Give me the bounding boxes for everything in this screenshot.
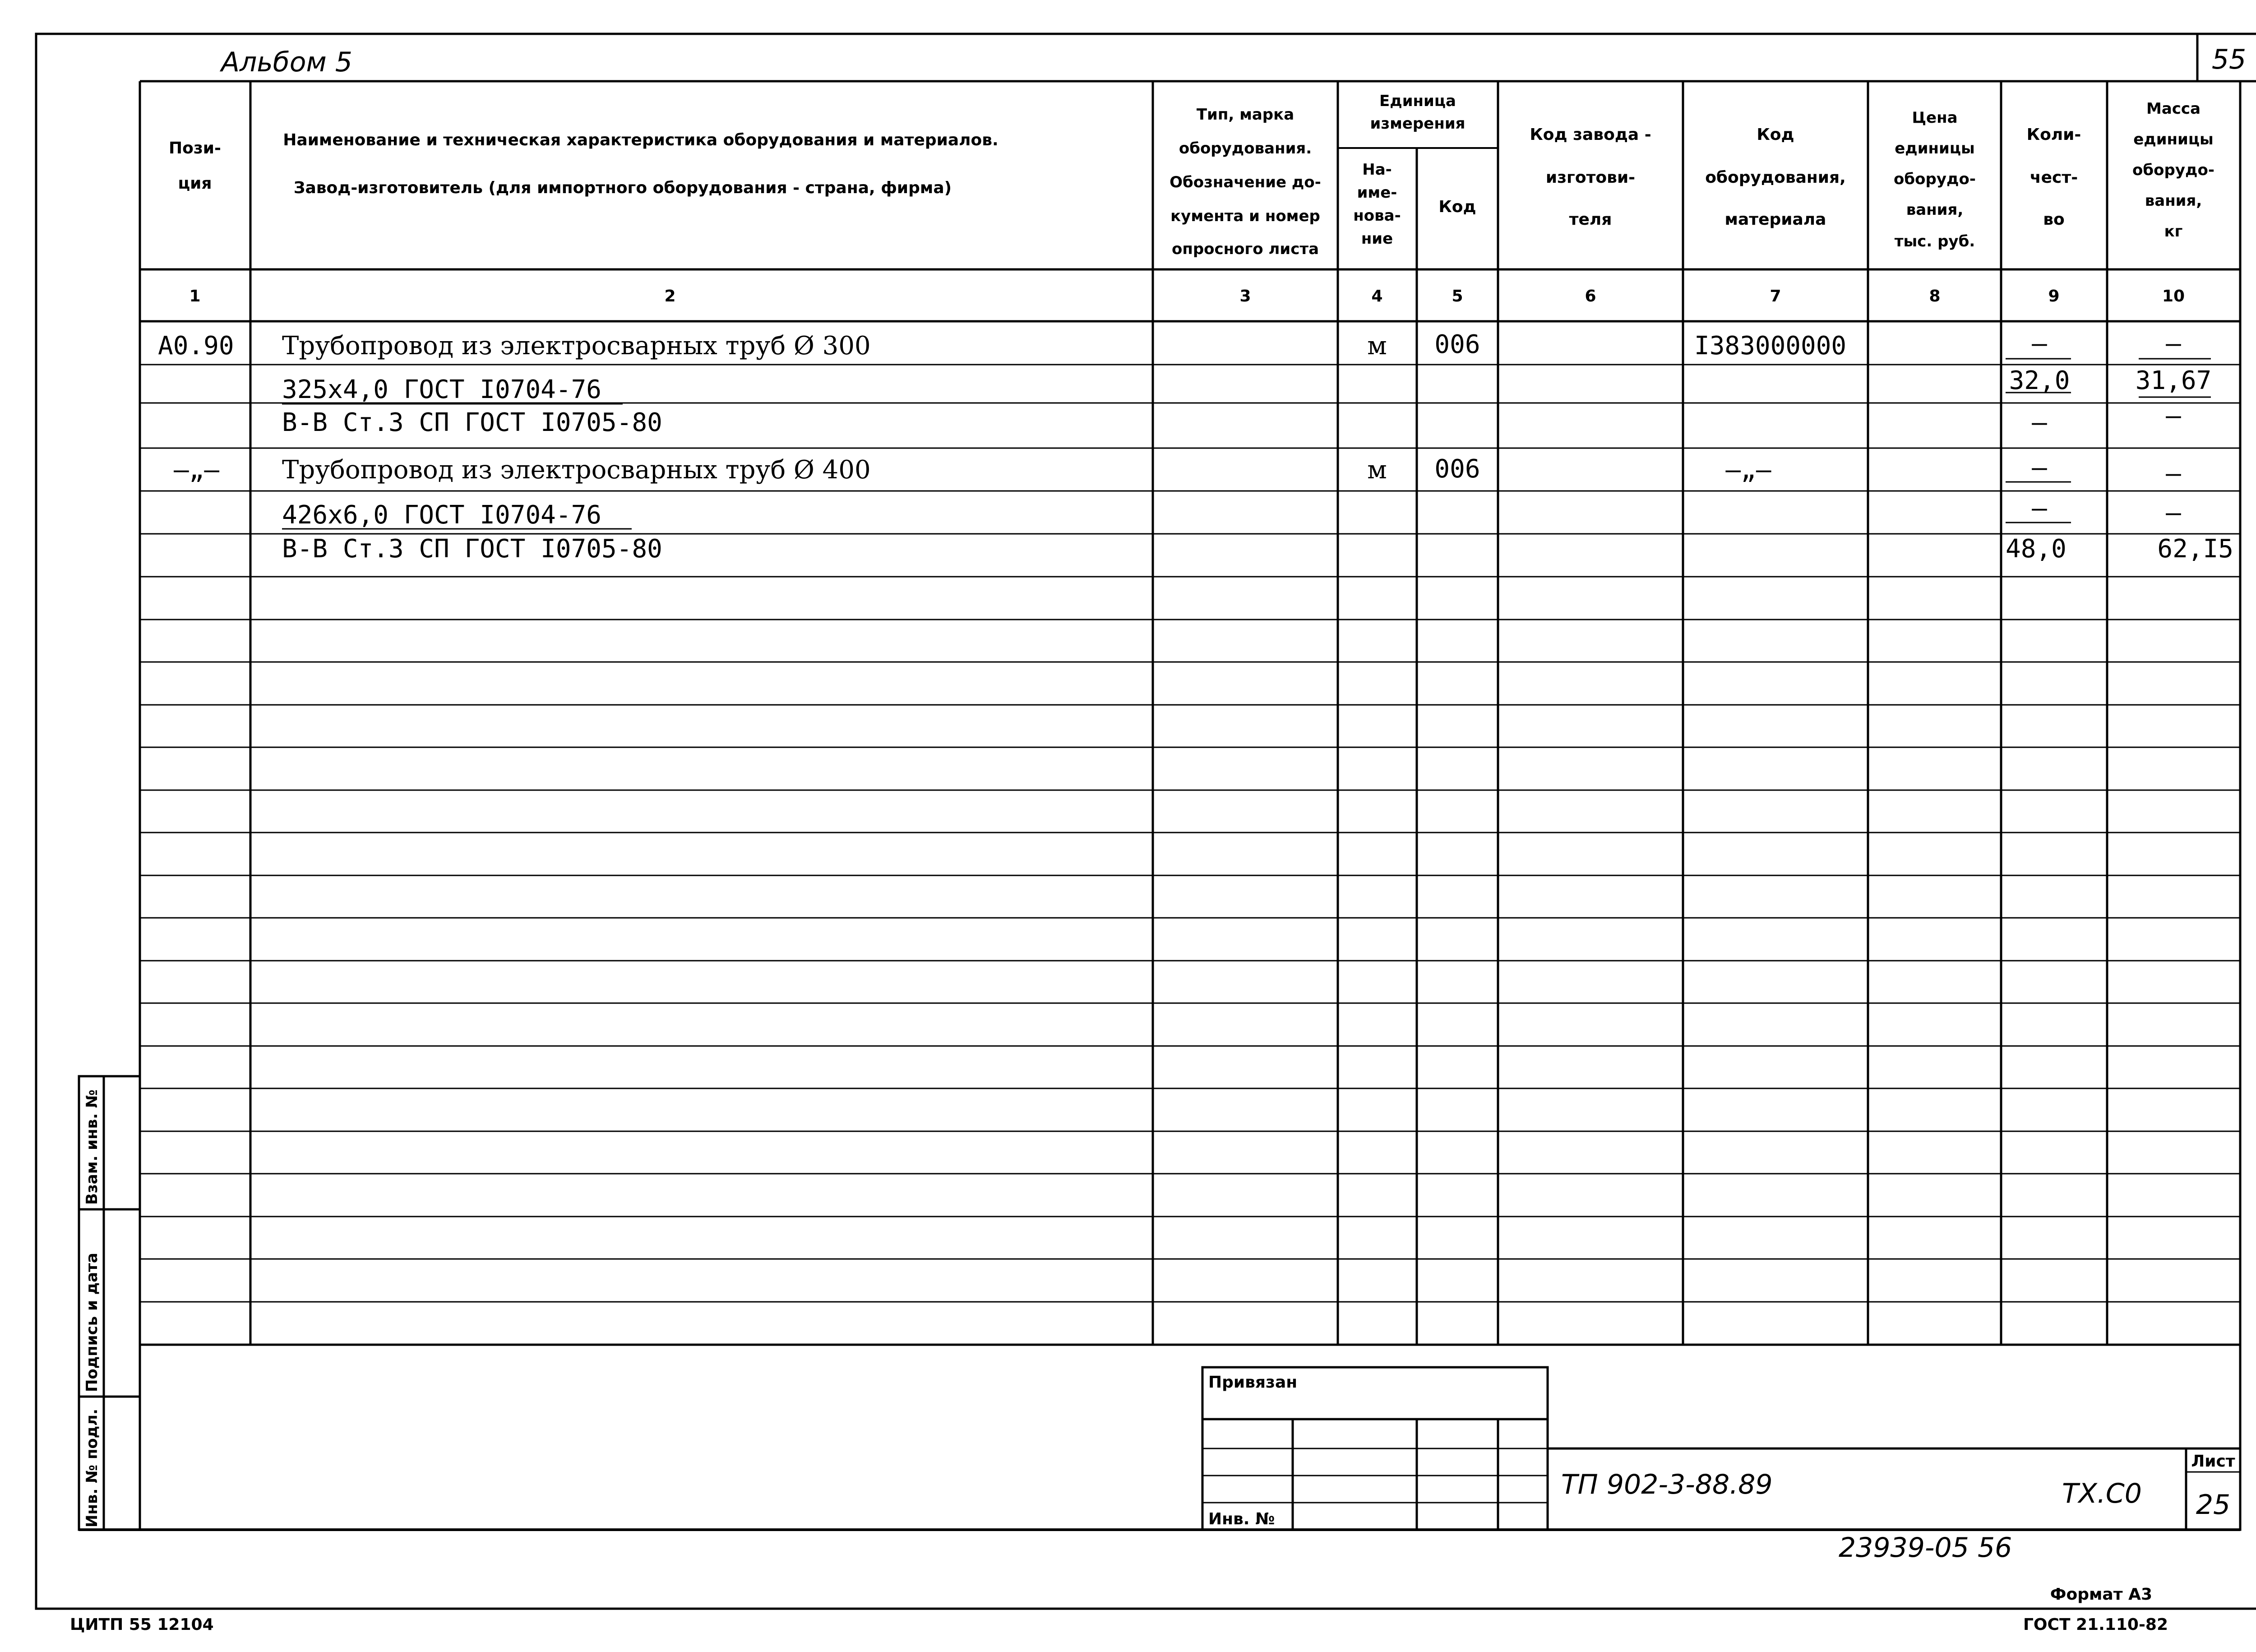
header-col4-line3: нова- [1353,207,1401,225]
cell-unit-code: 006 [1434,330,1480,359]
col-number-3: 3 [1239,287,1251,305]
header-col9-line2: чест- [2029,168,2078,187]
header-col10-line5: кг [2164,222,2183,241]
header-col8-line2: единицы [1895,139,1975,157]
cell-name: Трубопровод из электросварных труб Ø 400 [282,455,871,485]
cell-name: В-В Ст.3 СП ГОСТ I0705-80 [282,408,662,437]
cell-material-code: I383000000 [1694,331,1847,361]
table-header [169,92,2214,258]
header-col7-line1: Код [1757,125,1794,144]
cell-mass: – [2166,498,2181,528]
header-col1-line1: Пози- [169,139,221,157]
table-row [282,534,2233,564]
col-number-9: 9 [2048,287,2060,305]
cell-quantity: 32,0 [2009,366,2070,395]
binding-label: Привязан [1208,1373,1298,1392]
cell-name: 426х6,0 ГОСТ I0704-76 [282,500,602,530]
column-numbers [189,287,2185,305]
header-col3-line2: оборудования. [1179,139,1312,157]
col-number-5: 5 [1452,287,1463,305]
header-col6-line2: изготови- [1545,168,1636,187]
header-col10-line3: оборудо- [2132,161,2214,179]
table-row [282,366,2211,404]
col-number-1: 1 [189,287,201,305]
cell-mass: – [2166,329,2181,358]
cell-material-code: –„– [1725,455,1771,485]
table-row [282,401,2181,437]
cell-mass: 31,67 [2135,366,2212,395]
cip-label: ЦИТП 55 12104 [70,1615,214,1634]
album-label: Альбом 5 [221,46,352,78]
header-col7-line2: оборудования, [1705,168,1846,187]
header-unit-line1: Единица [1379,92,1456,110]
header-col3-line5: опросного листа [1171,240,1319,258]
header-col2-line1: Наименование и техническая характеристика оборудования и материалов. [283,131,999,149]
format-label: Формат А3 [2050,1585,2152,1604]
header-col8-line3: оборудо- [1894,170,1976,188]
inv-number-label: Инв. № [1208,1510,1275,1528]
header-col9-line3: во [2043,210,2065,229]
cell-name: В-В Ст.3 СП ГОСТ I0705-80 [282,534,662,564]
cell-quantity: – [2032,453,2047,482]
cell-name: Трубопровод из электросварных труб Ø 300 [282,331,871,361]
header-col2-line2: Завод-изготовитель (для импортного оборудования - страна, фирма) [293,179,952,197]
header-col7-line3: материала [1724,210,1826,229]
col-number-6: 6 [1585,287,1596,305]
header-col10-line4: вания, [2145,192,2202,210]
col-number-8: 8 [1929,287,1941,305]
col-number-4: 4 [1371,287,1383,305]
gost-label: ГОСТ 21.110-82 [2023,1615,2168,1634]
header-col4-line1: На- [1362,161,1392,179]
document-code: ТП 902-3-88.89 [1561,1469,1773,1500]
header-col3-line3: Обозначение до- [1170,173,1321,191]
cell-mass: 62,I5 [2157,534,2233,564]
cell-quantity: – [2032,494,2047,523]
cell-unit: м [1367,455,1387,485]
sheet-label: Лист [2191,1452,2235,1471]
cell-unit-code: 006 [1434,454,1480,484]
header-col3-line4: кумента и номер [1170,207,1320,225]
header-col3-line1: Тип, марка [1196,106,1294,124]
page-number: 55 [2211,44,2247,75]
col-number-2: 2 [664,287,676,305]
cell-position: А0.90 [158,331,234,361]
cell-quantity: – [2032,408,2047,437]
header-col10-line2: единицы [2133,130,2214,148]
cell-mass: – [2166,401,2181,430]
header-col6-line3: теля [1569,210,1612,229]
side-label-inv-orig: Инв. № подл. [83,1408,101,1527]
cell-quantity: 48,0 [2006,534,2066,564]
cell-name: 325х4,0 ГОСТ I0704-76 [282,375,602,404]
header-col6-line1: Код завода - [1530,125,1651,144]
header-col5: Код [1438,198,1476,216]
side-label-sign-date: Подпись и дата [83,1253,101,1392]
cell-mass: – [2166,459,2181,488]
header-col1-line2: ция [178,174,212,193]
cell-quantity: – [2032,329,2047,358]
sheet-number: 25 [2196,1489,2231,1521]
col-number-10: 10 [2162,287,2185,305]
cell-position: –„– [174,455,220,485]
header-col4-line2: име- [1357,184,1397,202]
section-code: ТХ.С0 [2062,1478,2142,1509]
archive-number: 23939-05 56 [1839,1532,2012,1564]
header-col8-line1: Цена [1912,109,1958,127]
header-col8-line5: тыс. руб. [1894,232,1975,250]
header-unit-line2: измерения [1370,115,1465,133]
header-col4-line4: ние [1361,230,1393,248]
col-number-7: 7 [1770,287,1781,305]
cell-unit: м [1367,331,1387,361]
header-col10-line1: Масса [2146,100,2201,118]
header-col9-line1: Коли- [2026,125,2081,144]
table-row [158,329,2181,361]
table-row [282,494,2181,530]
table-row [174,453,2181,488]
spec-table [79,81,2240,1530]
side-label-replace-inv: Взам. инв. № [83,1089,101,1205]
header-col8-line4: вания, [1906,201,1964,219]
binding-block [1202,1367,1548,1530]
